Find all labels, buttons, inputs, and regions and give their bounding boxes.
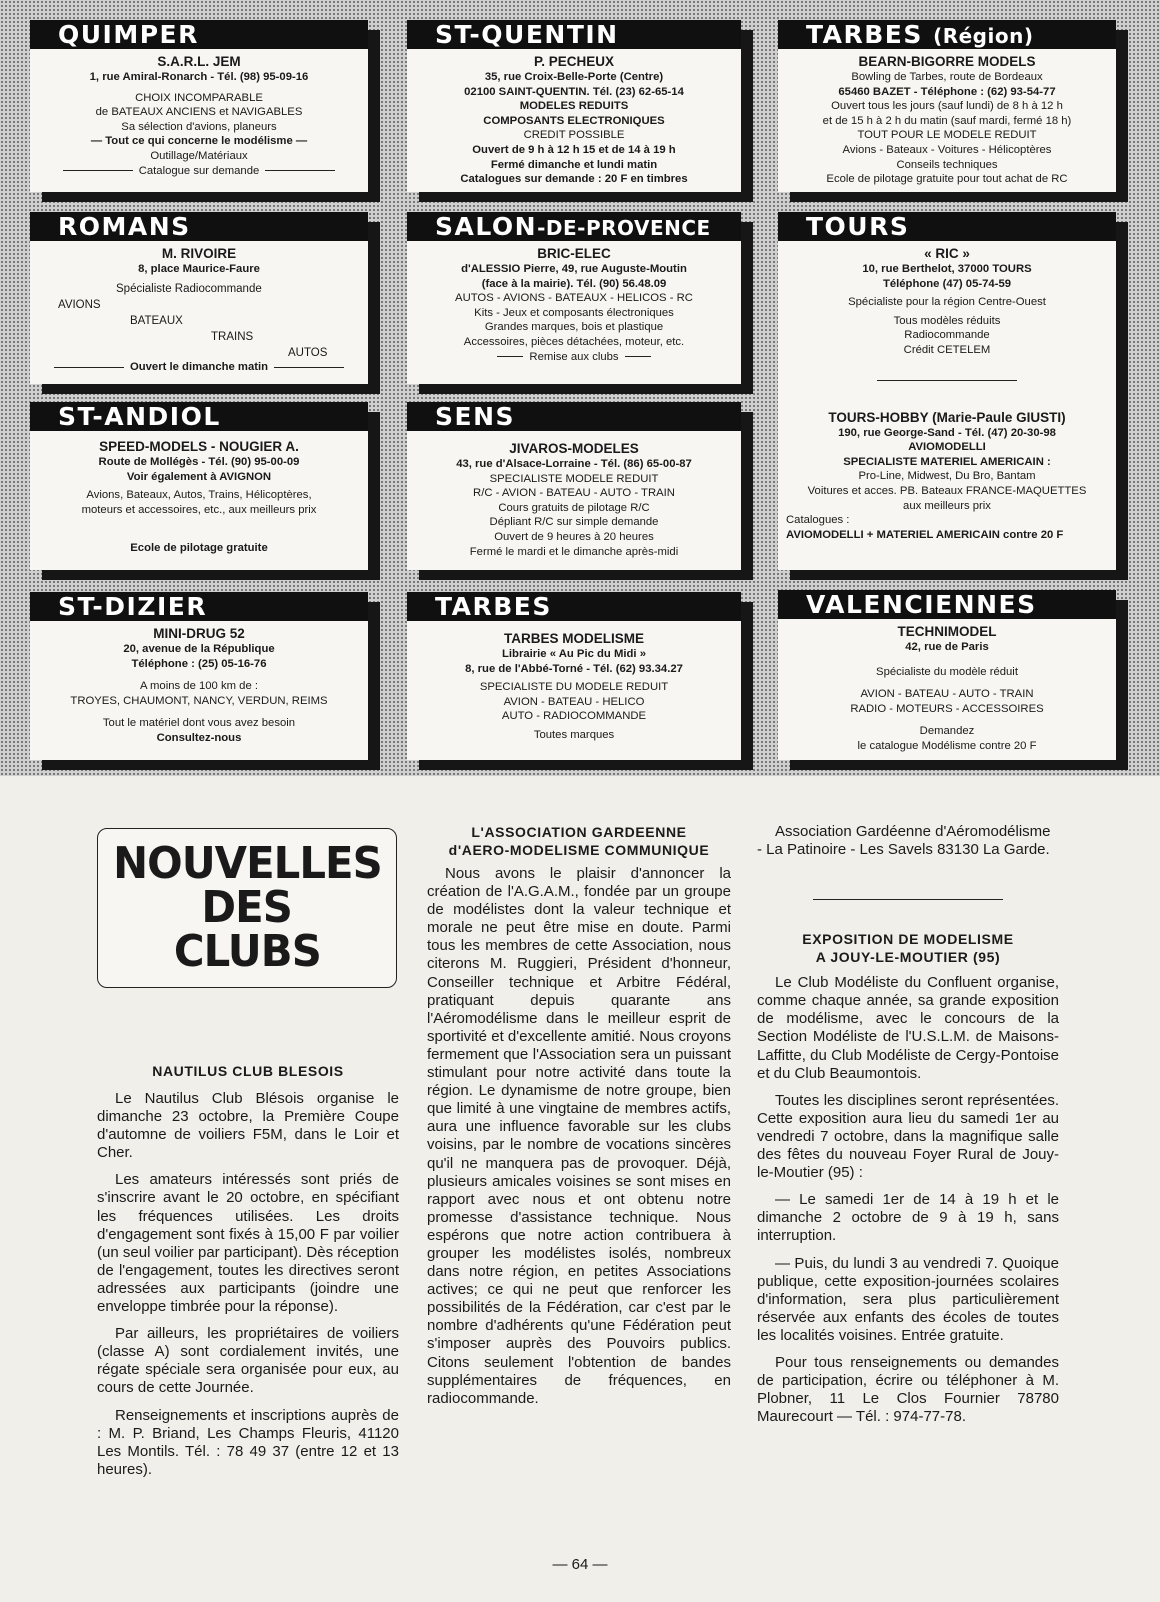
shop-name: BRIC-ELEC: [537, 246, 611, 261]
ad-line: Sa sélection d'avions, planeurs: [121, 120, 277, 133]
shop-name: « RIC »: [924, 246, 970, 261]
ad-city-heading: ST-DIZIER: [30, 592, 368, 621]
ad-tarbes: [407, 592, 741, 760]
ad-salon-de-provence: [407, 212, 741, 384]
ad-line: Voir également à AVIGNON: [126, 470, 272, 483]
ad-line: et de 15 h à 2 h du matin (sauf mardi, fermé 18 h): [822, 114, 1072, 127]
ad-city-heading: QUIMPER: [30, 20, 368, 49]
ad-line: Fermé le mardi et le dimanche après-midi: [469, 545, 679, 558]
ad-city-heading: ST-QUENTIN: [407, 20, 741, 49]
ad-line: AVION - BATEAU - AUTO - TRAIN: [860, 688, 1034, 701]
ad-line: TOUT POUR LE MODELE REDUIT: [857, 129, 1037, 142]
shop-name: P. PECHEUX: [533, 54, 615, 69]
ad-line: AUTOS: [288, 346, 328, 359]
ad-line: Spécialiste pour la région Centre-Ouest: [848, 296, 1046, 309]
ad-line: Remise aux clubs: [529, 350, 619, 363]
shop-address: 42, rue de Paris: [905, 641, 989, 653]
ad-line: AVIOMODELLI: [908, 441, 986, 454]
article-paragraph: — Puis, du lundi 3 au vendredi 7. Quoique publique, cette exposition-journées scolaires d'information, sera plus particulièrement réservée aux enfants des écoles de toutes les localités voisines. Entrée gratuite.: [757, 1254, 1059, 1344]
shop-address: 10, rue Berthelot, 37000 TOURS: [862, 263, 1032, 275]
ad-line: Dépliant R/C sur simple demande: [489, 516, 659, 529]
page-number: — 64 —: [552, 1556, 608, 1573]
ad-st-quentin: [407, 20, 741, 192]
ad-tours: [778, 212, 1116, 570]
shop-address: 35, rue Croix-Belle-Porte (Centre): [484, 71, 664, 83]
article-paragraph: Renseignements et inscriptions auprès de : M. P. Briand, Les Champs Fleuris, 41120 Les Montils. Tél. : 78 49 37 (entre 12 et 13 heures).: [97, 1406, 399, 1478]
column-agam: [427, 823, 731, 1417]
ad-line: A moins de 100 km de :: [139, 680, 259, 693]
ad-line: Ecole de pilotage gratuite: [130, 542, 268, 555]
ad-line: CHOIX INCOMPARABLE: [135, 91, 263, 104]
ad-city-heading: VALENCIENNES: [778, 590, 1116, 619]
ad-line: Demandez: [919, 725, 975, 738]
ad-line: Catalogues sur demande : 20 F en timbres: [460, 173, 688, 186]
ad-line: Ouvert de 9 heures à 20 heures: [494, 530, 654, 543]
article-heading-line: A JOUY-LE-MOUTIER (95): [815, 949, 1001, 966]
club-news-title: DES: [201, 882, 293, 933]
ad-line: Accessoires, pièces détachées, moteur, etc.: [463, 335, 685, 348]
city-suffix: (Région): [933, 24, 1034, 48]
ad-line: Toutes marques: [533, 728, 615, 741]
ad-line: Avions, Bateaux, Autos, Trains, Hélicoptères,: [86, 489, 312, 502]
shop-name: S.A.R.L. JEM: [157, 54, 241, 69]
ad-line: AVIONS: [58, 298, 101, 311]
ad-line: Kits - Jeux et composants électroniques: [474, 306, 674, 319]
ad-line: Consultez-nous: [156, 731, 242, 744]
ad-valenciennes: [778, 590, 1116, 760]
club-news-title-box: [97, 828, 397, 988]
ad-quimper: [30, 20, 368, 192]
city-name: TARBES: [806, 20, 923, 49]
ad-line: Grandes marques, bois et plastique: [484, 321, 664, 334]
ad-city-heading: [778, 20, 1116, 49]
shop-address: 65460 BAZET - Téléphone : (62) 93-54-77: [838, 85, 1056, 98]
shop-address: 8, rue de l'Abbé-Torné - Tél. (62) 93.34.27: [465, 662, 683, 675]
ad-line: le catalogue Modélisme contre 20 F: [857, 739, 1037, 752]
ad-line: Avions - Bateaux - Voitures - Hélicoptères: [842, 143, 1052, 156]
ad-city-heading: ROMANS: [30, 212, 368, 241]
shop-address: 43, rue d'Alsace-Lorraine - Tél. (86) 65-00-87: [456, 458, 692, 470]
ad-line: Voitures et acces. PB. Bateaux FRANCE-MAQUETTES: [807, 484, 1087, 497]
article-paragraph: Pour tous renseignements ou demandes de participation, écrire ou téléphoner à M. Plobner, 11 Le Clos Fournier 78780 Maurecourt — Tél. : 974-77-78.: [757, 1353, 1059, 1426]
article-paragraph: — Le samedi 1er de 14 à 19 h et le dimanche 2 octobre de 9 à 19 h, sans interruption.: [757, 1191, 1059, 1245]
ad-line: Spécialiste du modèle réduit: [876, 665, 1018, 678]
shop-address: 02100 SAINT-QUENTIN. Tél. (23) 62-65-14: [464, 85, 684, 98]
association-address: Association Gardéenne d'Aéromodélisme - La Patinoire - Les Savels 83130 La Garde.: [757, 823, 1051, 859]
ad-line: Pro-Line, Midwest, Du Bro, Bantam: [858, 470, 1036, 483]
shop-address: Téléphone (47) 05-74-59: [882, 277, 1012, 290]
ad-line: TROYES, CHAUMONT, NANCY, VERDUN, REIMS: [70, 694, 328, 707]
article-heading: [427, 823, 731, 859]
ad-line: CREDIT POSSIBLE: [523, 129, 625, 142]
ad-line: Tous modèles réduits: [893, 314, 1001, 327]
article-heading: NAUTILUS CLUB BLESOIS: [152, 1063, 344, 1079]
ad-line: de BATEAUX ANCIENS et NAVIGABLES: [95, 106, 303, 119]
shop-name: M. RIVOIRE: [161, 246, 237, 261]
ad-line: — Tout ce qui concerne le modélisme —: [90, 135, 308, 148]
ad-line: SPECIALISTE DU MODELE REDUIT: [479, 681, 669, 694]
ad-line: moteurs et accessoires, etc., aux meilleurs prix: [81, 503, 317, 516]
shop-address: Bowling de Tarbes, route de Bordeaux: [851, 71, 1043, 83]
ad-line: Fermé dimanche et lundi matin: [490, 158, 658, 171]
article-paragraph: Le Nautilus Club Blésois organise le dimanche 23 octobre, la Première Coupe d'automne de voiliers F5M, dans le Loir et Cher.: [97, 1090, 399, 1162]
shop-name: MINI-DRUG 52: [153, 626, 245, 641]
ad-st-dizier: [30, 592, 368, 760]
ad-line: AUTO - RADIOCOMMANDE: [501, 710, 647, 723]
shop-address: 20, avenue de la République: [123, 643, 275, 655]
ad-line: Catalogues :: [786, 514, 850, 527]
ad-line: Ouvert le dimanche matin: [129, 361, 269, 373]
shop-address: Route de Mollégès - Tél. (90) 95-00-09: [98, 456, 300, 468]
ad-line: AVIOMODELLI + MATERIEL AMERICAIN contre 20 F: [786, 528, 1064, 541]
shop-name: SPEED-MODELS - NOUGIER A.: [99, 439, 299, 454]
shop-name: BEARN-BIGORRE MODELS: [858, 54, 1036, 69]
ad-line: Radiocommande: [904, 329, 990, 342]
ad-tarbes-region: [778, 20, 1116, 192]
ad-line: SPECIALISTE MODELE REDUIT: [489, 472, 659, 485]
ad-line: MODELES REDUITS: [519, 100, 629, 113]
shop-name: TECHNIMODEL: [897, 624, 997, 639]
article-paragraph: Par ailleurs, les propriétaires de voiliers (classe A) sont cordialement invités, une régate spéciale sera organisée pour eux, au cours de cette Journée.: [97, 1325, 399, 1397]
ad-line: Ouvert tous les jours (sauf lundi) de 8 h à 12 h: [831, 100, 1063, 113]
classified-ads-section: [0, 0, 1160, 776]
article-heading-line: L'ASSOCIATION GARDEENNE: [471, 824, 687, 840]
shop-address: Téléphone : (25) 05-16-76: [131, 657, 267, 670]
shop-address: 1, rue Amiral-Ronarch - Tél. (98) 95-09-16: [89, 71, 309, 83]
ad-line: Tout le matériel dont vous avez besoin: [102, 717, 296, 730]
ad-st-andiol: [30, 402, 368, 570]
ad-line: R/C - AVION - BATEAU - AUTO - TRAIN: [473, 487, 675, 500]
ad-line: Conseils techniques: [896, 158, 998, 171]
ad-line: Catalogue sur demande: [138, 164, 260, 177]
shop-address: 190, rue George-Sand - Tél. (47) 20-30-98: [838, 426, 1056, 439]
article-heading-line: d'AERO-MODELISME COMMUNIQUE: [448, 842, 710, 858]
ad-line: AUTOS - AVIONS - BATEAUX - HELICOS - RC: [455, 292, 693, 305]
club-news-title: NOUVELLES: [112, 838, 382, 889]
ad-city-heading: ST-ANDIOL: [30, 402, 368, 431]
ad-line: RADIO - MOTEURS - ACCESSOIRES: [850, 702, 1044, 715]
ad-line: BATEAUX: [130, 314, 183, 327]
divider: [813, 899, 1003, 900]
article-paragraph: Toutes les disciplines seront représentées. Cette exposition aura lieu du samedi 1er au vendredi 7 octobre, dans la magnifique salle des fêtes du nouveau Foyer Rural de Jouy-le-Moutier (95) :: [757, 1091, 1059, 1182]
article-heading: [757, 930, 1059, 966]
ad-line: Ecole de pilotage gratuite pour tout achat de RC: [826, 173, 1068, 186]
article-heading-line: EXPOSITION DE MODELISME: [802, 931, 1014, 948]
ad-line: Crédit CETELEM: [903, 343, 991, 356]
ad-line: SPECIALISTE MATERIEL AMERICAIN :: [843, 455, 1051, 468]
shop-address: (face à la mairie). Tél. (90) 56.48.09: [481, 277, 667, 290]
ad-line: aux meilleurs prix: [903, 499, 991, 512]
ad-city-heading: [407, 212, 741, 241]
ad-line: Cours gratuits de pilotage R/C: [498, 501, 650, 514]
ad-line: Ouvert de 9 h à 12 h 15 et de 14 à 19 h: [472, 143, 676, 156]
shop-address: Librairie « Au Pic du Midi »: [502, 648, 646, 660]
shop-address: d'ALESSIO Pierre, 49, rue Auguste-Moutin: [461, 263, 687, 275]
column-nautilus: [97, 1062, 399, 1488]
club-news-section: [0, 776, 1160, 1602]
shop-name: TARBES MODELISME: [503, 631, 644, 646]
city-name: SALON: [435, 212, 538, 241]
ad-romans: [30, 212, 368, 384]
ad-line: Spécialiste Radiocommande: [116, 282, 262, 295]
column-jouy: [757, 823, 1059, 1435]
ad-city-heading: SENS: [407, 402, 741, 431]
shop-name: JIVAROS-MODELES: [509, 441, 639, 456]
divider: [877, 380, 1017, 381]
ad-line: TRAINS: [211, 330, 254, 343]
city-suffix: -DE-PROVENCE: [537, 216, 711, 240]
article-paragraph: Le Club Modéliste du Confluent organise, comme chaque année, sa grande exposition de modélisme, avec le concours de la Section Modéliste de l'U.S.L.M. de Maisons-Laffitte, du Club Modéliste de Cergy-Pontoise et du Club Beaumontois.: [757, 974, 1059, 1082]
ad-city-heading: TOURS: [778, 212, 1116, 241]
ad-line: AVION - BATEAU - HELICO: [503, 695, 645, 708]
ad-sens: [407, 402, 741, 570]
ad-line: COMPOSANTS ELECTRONIQUES: [483, 114, 665, 127]
club-news-title: CLUBS: [173, 926, 321, 977]
shop-address: 8, place Maurice-Faure: [138, 263, 260, 275]
ad-line: Outillage/Matériaux: [150, 149, 248, 162]
article-paragraph: Les amateurs intéressés sont priés de s'inscrire avant le 20 octobre, en spécifiant les fréquences utilisées. Les droits d'engagement sont fixés à 15,00 F par voilier (un seul voilier par participant). Dès réception de l'engagement, toutes les directives seront adressées aux participants (joindre une enveloppe timbrée pour la réponse).: [97, 1171, 399, 1316]
ad-city-heading: TARBES: [407, 592, 741, 621]
shop-name: TOURS-HOBBY (Marie-Paule GIUSTI): [828, 409, 1066, 425]
article-paragraph: Nous avons le plaisir d'annoncer la création de l'A.G.A.M., fondée par un groupe de modélistes dont la valeur technique et morale ne peut être mise en doute. Parmi tous les membres de cette Association, nous citerons M. Ruggieri, Président d'honneur, Conseiller technique et Arbitre Fédéral, pratiquant depuis quarante ans l'Aéromodélisme dans le meilleur esprit de sportivité et d'excellente amitié. Nous croyons fermement que l'Association sera un puissant stimulant pour notre activité dans toute la région. Le dynamisme de notre groupe, bien que limité à une vingtaine de membres actifs, aura une influence favorable sur les clubs voisins, par le nombre de vocations sincères qu'il ne manquera pas de provoquer. Déjà, plusieurs amicales voisines se sont mises en rapport avec nous et ont obtenu notre promesse d'assistance technique. Nous espérons que notre action contribuera à grouper les modélistes isolés, nombreux dans notre région, en petites Associations actives; ce qui ne peut que renforcer les possibilités de la Fédération, car c'est par le nombre d'adhérents qu'une Fédération peut s'imposer auprès des Pouvoirs publics. Citons seulement l'obtention de bandes supplémentaires de fréquences, en radiocommande.: [427, 865, 731, 1407]
